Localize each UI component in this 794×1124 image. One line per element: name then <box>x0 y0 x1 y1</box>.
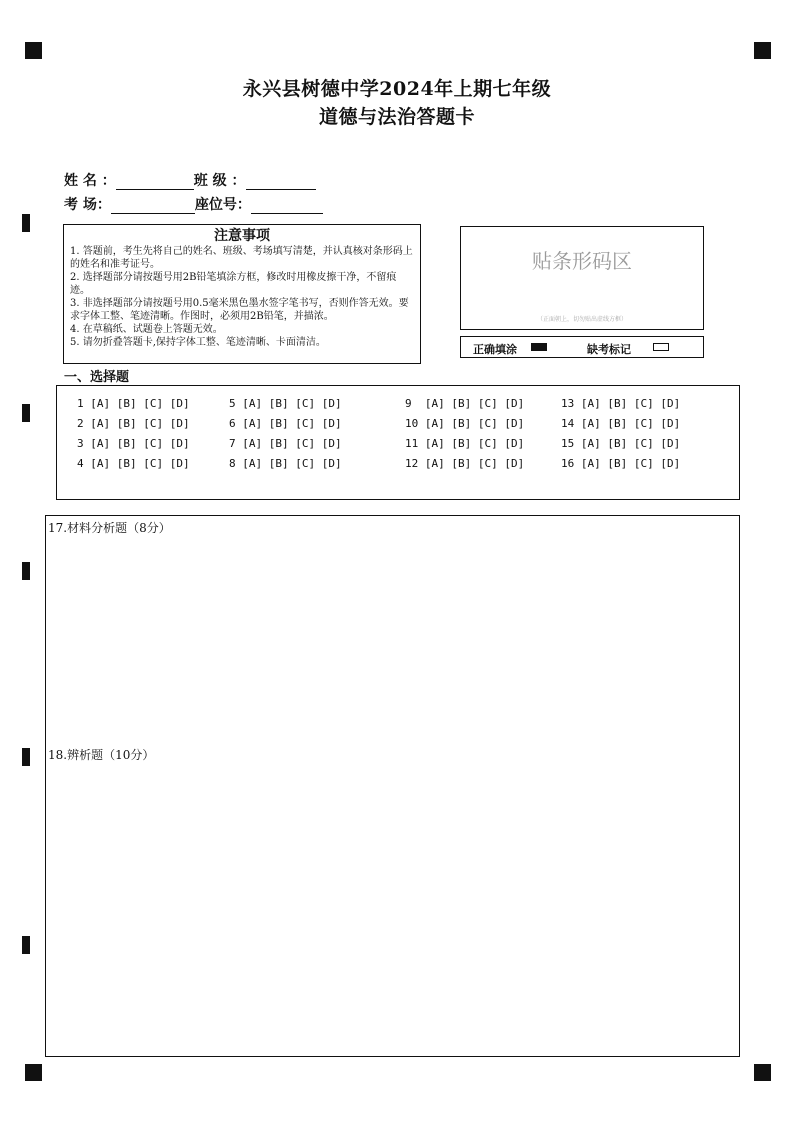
timing-mark <box>22 748 30 766</box>
fill-legend <box>460 336 704 358</box>
timing-mark <box>22 404 30 422</box>
absent-mark-label: 缺考标记 <box>587 343 631 356</box>
mc-question-row[interactable]: 9 [A] [B] [C] [D] <box>405 397 525 410</box>
corner-mark-top-left <box>25 42 42 59</box>
mc-column <box>405 396 524 476</box>
barcode-note: （正面朝上，切勿贴出虚线方框） <box>536 316 627 323</box>
notice-item: 2. 选择题部分请按题号用2B铅笔填涂方框，修改时用橡皮擦干净，不留痕迹。 <box>70 272 397 296</box>
mc-question-row[interactable]: 11 [A] [B] [C] [D] <box>405 437 525 450</box>
exam-room-label: 考 场： <box>64 197 111 213</box>
corner-mark-bottom-left <box>25 1064 42 1081</box>
mc-question-row[interactable]: 7 [A] [B] [C] [D] <box>229 437 342 450</box>
answer-area[interactable] <box>45 515 740 1057</box>
mc-question-row[interactable]: 1 [A] [B] [C] [D] <box>77 397 190 410</box>
mc-question-row[interactable]: 15 [A] [B] [C] [D] <box>561 437 681 450</box>
corner-mark-bottom-right <box>754 1064 771 1081</box>
absent-mark-box[interactable] <box>653 343 669 351</box>
barcode-area <box>460 226 704 330</box>
notice-item: 4. 在草稿纸、试题卷上答题无效。 <box>70 324 223 335</box>
page-title-line1: 永兴县树德中学2024年上期七年级 <box>242 78 552 100</box>
mc-question-row[interactable]: 6 [A] [B] [C] [D] <box>229 417 342 430</box>
mc-question-row[interactable]: 12 [A] [B] [C] [D] <box>405 457 525 470</box>
mc-question-row[interactable]: 10 [A] [B] [C] [D] <box>405 417 525 430</box>
seat-field[interactable] <box>251 197 323 214</box>
notice-item: 3. 非选择题部分请按题号用0.5毫米黑色墨水签字笔书写，否则作答无效。要求字体工整、笔迹清晰。作图时，必须用2B铅笔，并描浓。 <box>70 298 409 322</box>
correct-fill-label: 正确填涂 <box>473 343 517 356</box>
section-title-multiple-choice: 一、选择题 <box>64 370 130 385</box>
name-label: 姓 名 ： <box>64 173 116 189</box>
mc-question-row[interactable]: 3 [A] [B] [C] [D] <box>77 437 190 450</box>
multiple-choice-box <box>56 385 740 500</box>
mc-question-row[interactable]: 5 [A] [B] [C] [D] <box>229 397 342 410</box>
mc-column <box>229 396 342 476</box>
class-field[interactable] <box>246 173 316 190</box>
notice-item: 5. 请勿折叠答题卡,保持字体工整、笔迹清晰、卡面清洁。 <box>70 337 326 348</box>
mc-column <box>561 396 680 476</box>
timing-mark <box>22 214 30 232</box>
question-17-label: 17.材料分析题（8分） <box>48 521 171 535</box>
question-18-label: 18.辨析题（10分） <box>48 748 155 762</box>
seat-label: 座位号： <box>194 197 251 213</box>
timing-mark <box>22 562 30 580</box>
mc-question-row[interactable]: 2 [A] [B] [C] [D] <box>77 417 190 430</box>
mc-question-row[interactable]: 16 [A] [B] [C] [D] <box>561 457 681 470</box>
correct-fill-sample <box>531 343 547 351</box>
mc-question-row[interactable]: 8 [A] [B] [C] [D] <box>229 457 342 470</box>
mc-question-row[interactable]: 13 [A] [B] [C] [D] <box>561 397 681 410</box>
exam-room-field[interactable] <box>111 197 195 214</box>
notice-box <box>63 224 421 364</box>
timing-mark <box>22 936 30 954</box>
notice-title: 注意事项 <box>214 228 270 244</box>
mc-question-row[interactable]: 14 [A] [B] [C] [D] <box>561 417 681 430</box>
barcode-title: 贴条形码区 <box>532 249 632 273</box>
class-label: 班 级 ： <box>193 173 246 189</box>
student-info-row-1 <box>64 170 316 190</box>
corner-mark-top-right <box>754 42 771 59</box>
mc-column <box>77 396 190 476</box>
mc-question-row[interactable]: 4 [A] [B] [C] [D] <box>77 457 190 470</box>
name-field[interactable] <box>116 173 194 190</box>
page-title-line2: 道德与法治答题卡 <box>318 106 475 128</box>
student-info-row-2 <box>64 194 323 214</box>
notice-item: 1. 答题前，考生先将自己的姓名、班级、考场填写清楚，并认真核对条形码上的姓名和准考证号。 <box>70 246 413 270</box>
